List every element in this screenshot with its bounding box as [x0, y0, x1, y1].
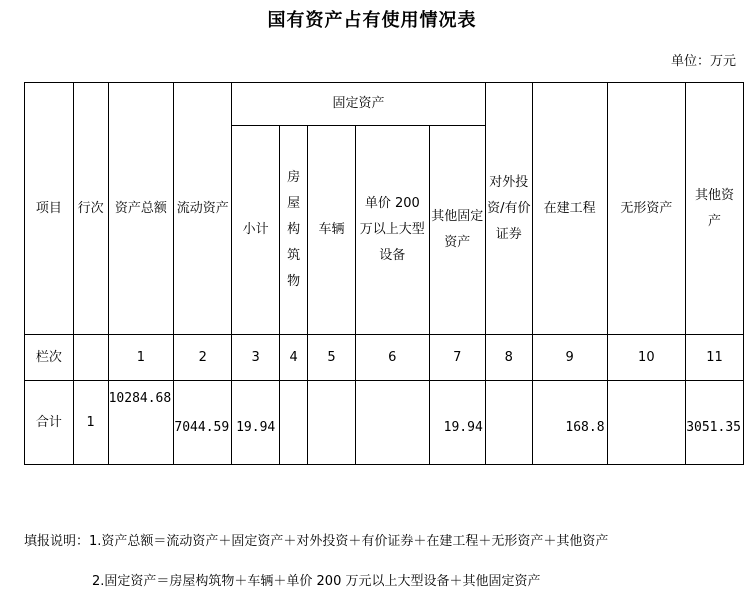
column-number: 8 — [485, 335, 532, 381]
construction-value: 168.8 — [532, 381, 607, 465]
column-number: 5 — [308, 335, 356, 381]
total-assets-value: 10284.68 — [108, 381, 174, 465]
header-large-equipment-text: 单价 200 万以上大型设备 — [359, 196, 425, 263]
large-equipment-value — [355, 381, 429, 465]
intangible-value — [607, 381, 686, 465]
header-buildings-text: 房屋构筑物 — [287, 170, 301, 289]
column-number: 9 — [532, 335, 607, 381]
column-number: 1 — [108, 335, 174, 381]
note-line-2: 2.固定资产＝房屋构筑物＋车辆＋单价 200 万元以上大型设备＋其他固定资产 — [92, 574, 541, 589]
header-other-assets — [686, 83, 744, 335]
current-assets-value: 7044.59 — [174, 381, 232, 465]
header-construction: 在建工程 — [532, 83, 607, 335]
column-number: 4 — [280, 335, 308, 381]
header-buildings — [280, 126, 308, 335]
header-fixed-assets: 固定资产 — [232, 83, 486, 126]
column-number — [73, 335, 108, 381]
header-other-fixed — [429, 126, 485, 335]
header-investments-text: 对外投资/有价证券 — [487, 174, 531, 242]
column-number: 3 — [232, 335, 280, 381]
header-intangible: 无形资产 — [607, 83, 686, 335]
other-assets-value: 3051.35 — [686, 381, 744, 465]
table-title: 国有资产占有使用情况表 — [267, 10, 477, 31]
column-number: 2 — [174, 335, 232, 381]
investments-value — [485, 381, 532, 465]
total-row — [25, 381, 744, 465]
header-item: 项目 — [25, 83, 74, 335]
total-row-no: 1 — [73, 381, 108, 465]
header-other-assets-text: 其他资产 — [695, 187, 735, 229]
column-number-row — [25, 335, 744, 381]
header-current-assets: 流动资产 — [174, 83, 232, 335]
header-vehicles: 车辆 — [308, 126, 356, 335]
subtotal-value: 19.94 — [232, 381, 280, 465]
header-total-assets: 资产总额 — [108, 83, 174, 335]
column-number: 7 — [429, 335, 485, 381]
header-large-equipment — [355, 126, 429, 335]
header-subtotal: 小计 — [232, 126, 280, 335]
column-number: 10 — [607, 335, 686, 381]
column-number: 6 — [355, 335, 429, 381]
buildings-value — [280, 381, 308, 465]
other-fixed-value: 19.94 — [429, 381, 485, 465]
vehicles-value — [308, 381, 356, 465]
unit-label: 单位：万元 — [670, 54, 736, 69]
header-investments — [485, 83, 532, 335]
header-row-no: 行次 — [73, 83, 108, 335]
column-number-label: 栏次 — [25, 335, 74, 381]
note-line-1: 填报说明：1.资产总额＝流动资产＋固定资产＋对外投资＋有价证券＋在建工程＋无形资产＋其他资产 — [24, 534, 609, 549]
total-label: 合计 — [25, 381, 74, 465]
assets-table — [24, 82, 744, 465]
column-number: 11 — [686, 335, 744, 381]
header-other-fixed-text: 其他固定资产 — [431, 209, 484, 250]
